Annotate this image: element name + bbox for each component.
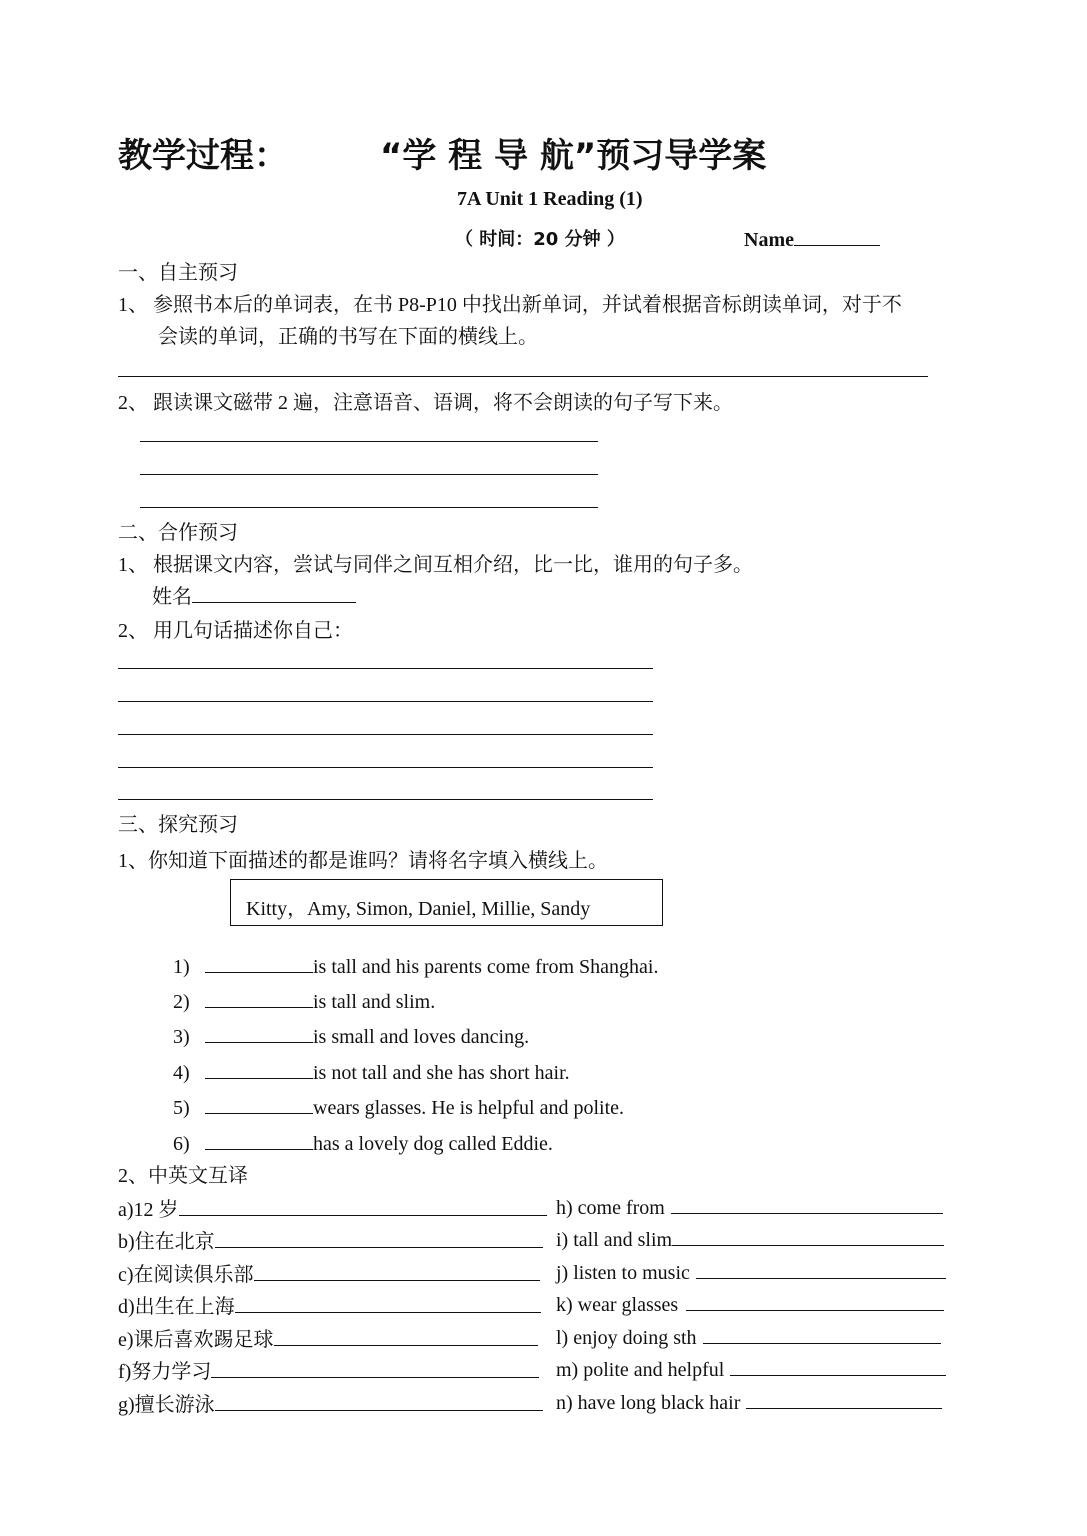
translate-prompt: i) tall and slim: [556, 1229, 673, 1251]
item-number: 4): [173, 1062, 190, 1084]
time-label: （ 时间：20 分钟 ）: [455, 229, 625, 250]
translate-prompt: a)12 岁: [118, 1199, 179, 1221]
name-field[interactable]: [744, 225, 880, 252]
item-text: is not tall and she has short hair.: [313, 1062, 570, 1084]
translate-prompt: l) enjoy doing sth: [556, 1327, 697, 1349]
fill-blank[interactable]: [205, 1129, 313, 1150]
fill-item: [173, 987, 435, 1014]
answer-line[interactable]: [118, 767, 653, 768]
fill-blank[interactable]: [205, 1093, 313, 1114]
translate-blank[interactable]: [215, 1390, 543, 1411]
item-text: has a lovely dog called Eddie.: [313, 1133, 553, 1155]
section2-heading: 二、合作预习: [118, 522, 238, 544]
translate-left-row: [118, 1193, 547, 1222]
translate-blank[interactable]: [254, 1260, 540, 1281]
translate-prompt: n) have long black hair: [556, 1392, 741, 1414]
translate-right-row: [556, 1323, 941, 1350]
translate-prompt: d)出生在上海: [118, 1296, 235, 1318]
translate-blank[interactable]: [274, 1325, 538, 1346]
section3-heading: 三、探究预习: [118, 814, 238, 836]
translate-blank[interactable]: [672, 1225, 944, 1246]
item-text: wears glasses. He is helpful and polite.: [313, 1097, 625, 1119]
translate-blank[interactable]: [746, 1388, 942, 1409]
section3-item1: 1、你知道下面描述的都是谁吗？请将名字填入横线上。: [118, 850, 608, 872]
answer-line[interactable]: [118, 668, 653, 669]
fill-blank[interactable]: [205, 952, 313, 973]
name-label: Name: [744, 229, 794, 251]
translate-prompt: g)擅长游泳: [118, 1394, 215, 1416]
translate-prompt: f)努力学习: [118, 1361, 212, 1383]
fill-blank[interactable]: [205, 1058, 313, 1079]
fill-item: [173, 1129, 553, 1156]
section1-heading: 一、自主预习: [118, 262, 238, 284]
translate-left-row: [118, 1355, 539, 1384]
translate-right-row: [556, 1290, 944, 1317]
section2-item1: 1、 根据课文内容，尝试与同伴之间互相介绍，比一比，谁用的句子多。: [118, 554, 753, 576]
item-number: 6): [173, 1133, 190, 1155]
answer-line[interactable]: [118, 799, 653, 800]
answer-line[interactable]: [140, 474, 598, 475]
answer-line[interactable]: [140, 507, 598, 508]
fill-item: [173, 1058, 570, 1085]
item-number: 2): [173, 991, 190, 1013]
translate-left-row: [118, 1388, 543, 1417]
name-blank[interactable]: [794, 225, 880, 246]
fill-item: [173, 952, 658, 979]
names-list: Kitty，Amy, Simon, Daniel, Millie, Sandy: [246, 898, 591, 920]
answer-line[interactable]: [118, 701, 653, 702]
translate-prompt: j) listen to music: [556, 1262, 690, 1284]
section2-item2: 2、 用几句话描述你自己：: [118, 620, 353, 642]
answer-line[interactable]: [140, 441, 598, 442]
item-text: is small and loves dancing.: [313, 1026, 530, 1048]
translate-blank[interactable]: [179, 1195, 547, 1216]
item-text: is tall and slim.: [313, 991, 436, 1013]
fill-item: [173, 1093, 624, 1120]
translate-right-row: [556, 1225, 944, 1252]
translate-blank[interactable]: [696, 1258, 946, 1279]
translate-prompt: e)课后喜欢踢足球: [118, 1329, 274, 1351]
translate-prompt: k) wear glasses: [556, 1294, 679, 1316]
translate-prompt: m) polite and helpful: [556, 1359, 725, 1381]
translate-left-row: [118, 1290, 541, 1319]
item-text: is tall and his parents come from Shanghai.: [313, 956, 659, 978]
translate-right-row: [556, 1388, 942, 1415]
unit-subtitle: 7A Unit 1 Reading (1): [457, 188, 643, 210]
translate-blank[interactable]: [211, 1357, 539, 1378]
names-box: [230, 879, 663, 926]
translate-blank[interactable]: [703, 1323, 941, 1344]
translate-blank[interactable]: [215, 1227, 543, 1248]
item-number: 1): [173, 956, 190, 978]
fill-item: [173, 1022, 529, 1049]
translate-blank[interactable]: [235, 1292, 541, 1313]
section1-item1-line2: 会读的单词，正确的书写在下面的横线上。: [158, 326, 538, 348]
translate-blank[interactable]: [671, 1193, 943, 1214]
translate-blank[interactable]: [730, 1355, 946, 1376]
translate-right-row: [556, 1258, 946, 1285]
answer-line[interactable]: [118, 376, 928, 377]
item-number: 5): [173, 1097, 190, 1119]
translate-prompt: h) come from: [556, 1197, 665, 1219]
translate-prompt: c)在阅读俱乐部: [118, 1264, 254, 1286]
answer-line[interactable]: [118, 734, 653, 735]
section1-item1-line1: 1、 参照书本后的单词表，在书 P8-P10 中找出新单词，并试着根据音标朗读单词，对于不: [118, 294, 902, 316]
translate-left-row: [118, 1225, 543, 1254]
section1-item2: 2、 跟读课文磁带 2 遍，注意语音、语调，将不会朗读的句子写下来。: [118, 392, 733, 414]
translate-left-row: [118, 1323, 538, 1352]
section3-item2: 2、中英文互译: [118, 1165, 248, 1187]
partner-name-label: 姓名: [152, 586, 192, 608]
fill-blank[interactable]: [205, 1022, 313, 1043]
partner-name-blank[interactable]: [192, 582, 356, 603]
left-title: 教学过程：: [118, 136, 288, 176]
translate-right-row: [556, 1193, 943, 1220]
translate-prompt: b)住在北京: [118, 1231, 215, 1253]
fill-blank[interactable]: [205, 987, 313, 1008]
translate-blank[interactable]: [686, 1290, 944, 1311]
item-number: 3): [173, 1026, 190, 1048]
translate-left-row: [118, 1258, 540, 1287]
partner-name-field[interactable]: [152, 580, 356, 609]
translate-right-row: [556, 1355, 946, 1382]
main-title: “学 程 导 航”预习导学案: [380, 136, 767, 176]
